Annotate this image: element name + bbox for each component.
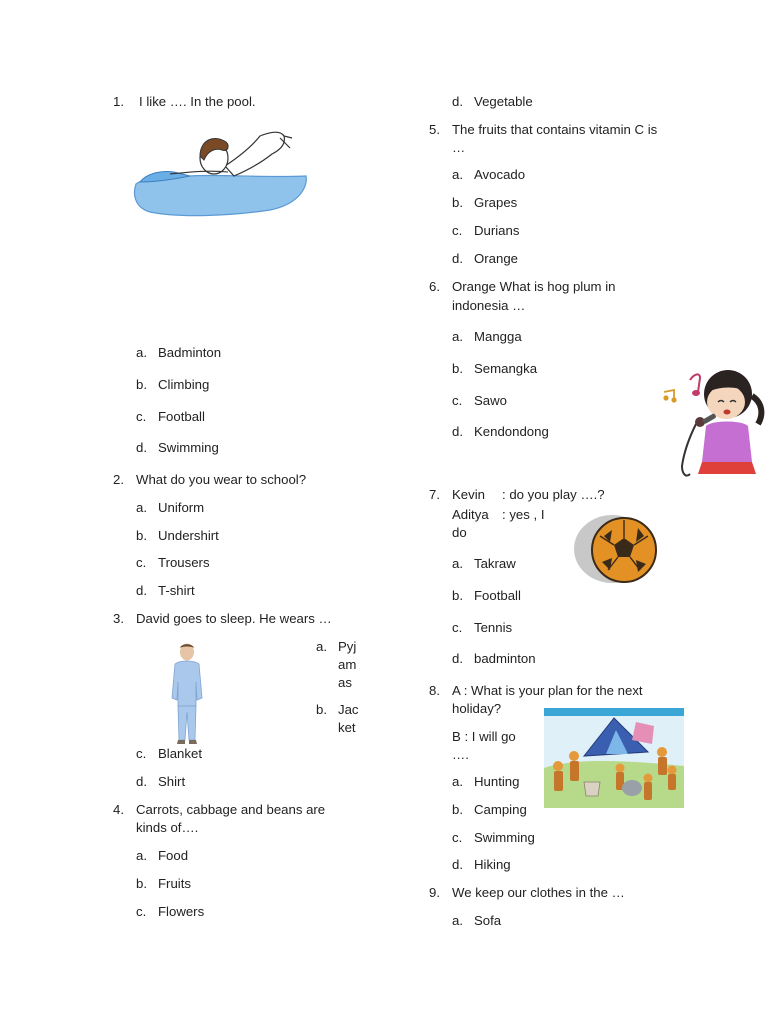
option-text[interactable]: Hunting [474, 774, 520, 789]
option-letter: d. [136, 440, 147, 455]
question-text-line: …. [452, 747, 469, 762]
option-text[interactable]: Shirt [158, 774, 186, 789]
dialogue-text: do [452, 525, 467, 540]
option-text[interactable]: Sofa [474, 913, 502, 928]
option-letter: c. [452, 620, 463, 635]
option-letter: c. [452, 393, 463, 408]
question-text-line: A : What is your plan for the next [452, 683, 643, 698]
question-number: 5. [429, 122, 440, 137]
option-text[interactable]: Food [158, 848, 189, 863]
option-letter: a. [136, 500, 147, 515]
option-text[interactable]: Tennis [474, 620, 513, 635]
option-text-part[interactable]: ket [338, 720, 356, 735]
option-text[interactable]: Football [158, 409, 205, 424]
option-letter: a. [452, 913, 463, 928]
option-text[interactable]: Takraw [474, 556, 516, 571]
question-text-line: B : I will go [452, 729, 516, 744]
option-text[interactable]: Football [474, 588, 521, 603]
question-number: 1. [113, 94, 124, 109]
option-letter: c. [136, 746, 147, 761]
question-text-line: The fruits that contains vitamin C is [452, 122, 658, 137]
option-letter: c. [452, 223, 463, 238]
question-text-line: kinds of…. [136, 820, 199, 835]
man-in-pajamas-illustration [166, 642, 208, 746]
speaker-name: Kevin [452, 487, 485, 502]
option-letter: a. [452, 556, 463, 571]
option-text[interactable]: Vegetable [474, 94, 533, 109]
option-text[interactable]: Kendondong [474, 424, 549, 439]
question-number: 4. [113, 802, 124, 817]
swimmer-illustration [130, 126, 312, 218]
option-letter: d. [452, 651, 463, 666]
question-text-line: Carrots, cabbage and beans are [136, 802, 326, 817]
option-text[interactable]: Grapes [474, 195, 518, 210]
option-text-part[interactable]: Pyj [338, 639, 357, 654]
option-letter: c. [136, 904, 147, 919]
question-text: David goes to sleep. He wears … [136, 611, 332, 626]
option-letter: c. [136, 555, 147, 570]
question-text-line: holiday? [452, 701, 502, 716]
option-text[interactable]: Badminton [158, 345, 222, 360]
option-text[interactable]: Climbing [158, 377, 210, 392]
option-letter: b. [136, 377, 147, 392]
option-letter: b. [452, 588, 463, 603]
option-letter: d. [136, 583, 147, 598]
option-text-part[interactable]: as [338, 675, 352, 690]
option-text[interactable]: Sawo [474, 393, 507, 408]
option-letter: a. [136, 848, 147, 863]
option-letter: c. [452, 830, 463, 845]
option-text[interactable]: Orange [474, 251, 518, 266]
option-letter: b. [452, 195, 463, 210]
option-letter: c. [136, 409, 147, 424]
option-letter: b. [136, 528, 147, 543]
question-text-line: Orange What is hog plum in [452, 279, 616, 294]
singing-girl-illustration [660, 362, 768, 482]
option-text[interactable]: Camping [474, 802, 527, 817]
option-text[interactable]: Trousers [158, 555, 210, 570]
option-text[interactable]: Fruits [158, 876, 191, 891]
question-text-line: … [452, 140, 466, 155]
option-letter: b. [452, 802, 463, 817]
question-text: What do you wear to school? [136, 472, 307, 487]
option-text-part[interactable]: Jac [338, 702, 359, 717]
ball-illustration [574, 514, 660, 584]
option-letter: a. [452, 774, 463, 789]
question-text: I like …. In the pool. [139, 94, 256, 109]
option-letter: d. [452, 251, 463, 266]
option-text[interactable]: Hiking [474, 857, 511, 872]
option-letter: a. [136, 345, 147, 360]
question-number: 2. [113, 472, 124, 487]
question-number: 8. [429, 683, 440, 698]
camping-scene-illustration [544, 708, 684, 808]
question-text-line: indonesia … [452, 298, 526, 313]
option-text[interactable]: Swimming [474, 830, 535, 845]
option-text[interactable]: Avocado [474, 167, 526, 182]
option-letter: d. [452, 424, 463, 439]
option-text[interactable]: T-shirt [158, 583, 195, 598]
option-text[interactable]: Uniform [158, 500, 205, 515]
option-text[interactable]: Blanket [158, 746, 202, 761]
speaker-name: Aditya [452, 507, 489, 522]
option-letter: a. [452, 167, 463, 182]
question-number: 7. [429, 487, 440, 502]
option-letter: d. [452, 94, 463, 109]
option-text[interactable]: Swimming [158, 440, 219, 455]
option-letter: d. [452, 857, 463, 872]
option-letter: b. [452, 361, 463, 376]
option-letter: b. [136, 876, 147, 891]
option-letter: d. [136, 774, 147, 789]
option-text[interactable]: Mangga [474, 329, 522, 344]
option-text[interactable]: Undershirt [158, 528, 219, 543]
question-text: We keep our clothes in the … [452, 885, 625, 900]
option-text[interactable]: Durians [474, 223, 520, 238]
option-text[interactable]: badminton [474, 651, 536, 666]
option-letter: b. [316, 702, 327, 717]
option-letter: a. [452, 329, 463, 344]
dialogue-text: : do you play ….? [502, 487, 605, 502]
option-letter: a. [316, 639, 327, 654]
question-number: 6. [429, 279, 440, 294]
option-text[interactable]: Flowers [158, 904, 205, 919]
question-number: 3. [113, 611, 124, 626]
option-text[interactable]: Semangka [474, 361, 538, 376]
question-number: 9. [429, 885, 440, 900]
option-text-part[interactable]: am [338, 657, 357, 672]
dialogue-text: : yes , I [502, 507, 545, 522]
